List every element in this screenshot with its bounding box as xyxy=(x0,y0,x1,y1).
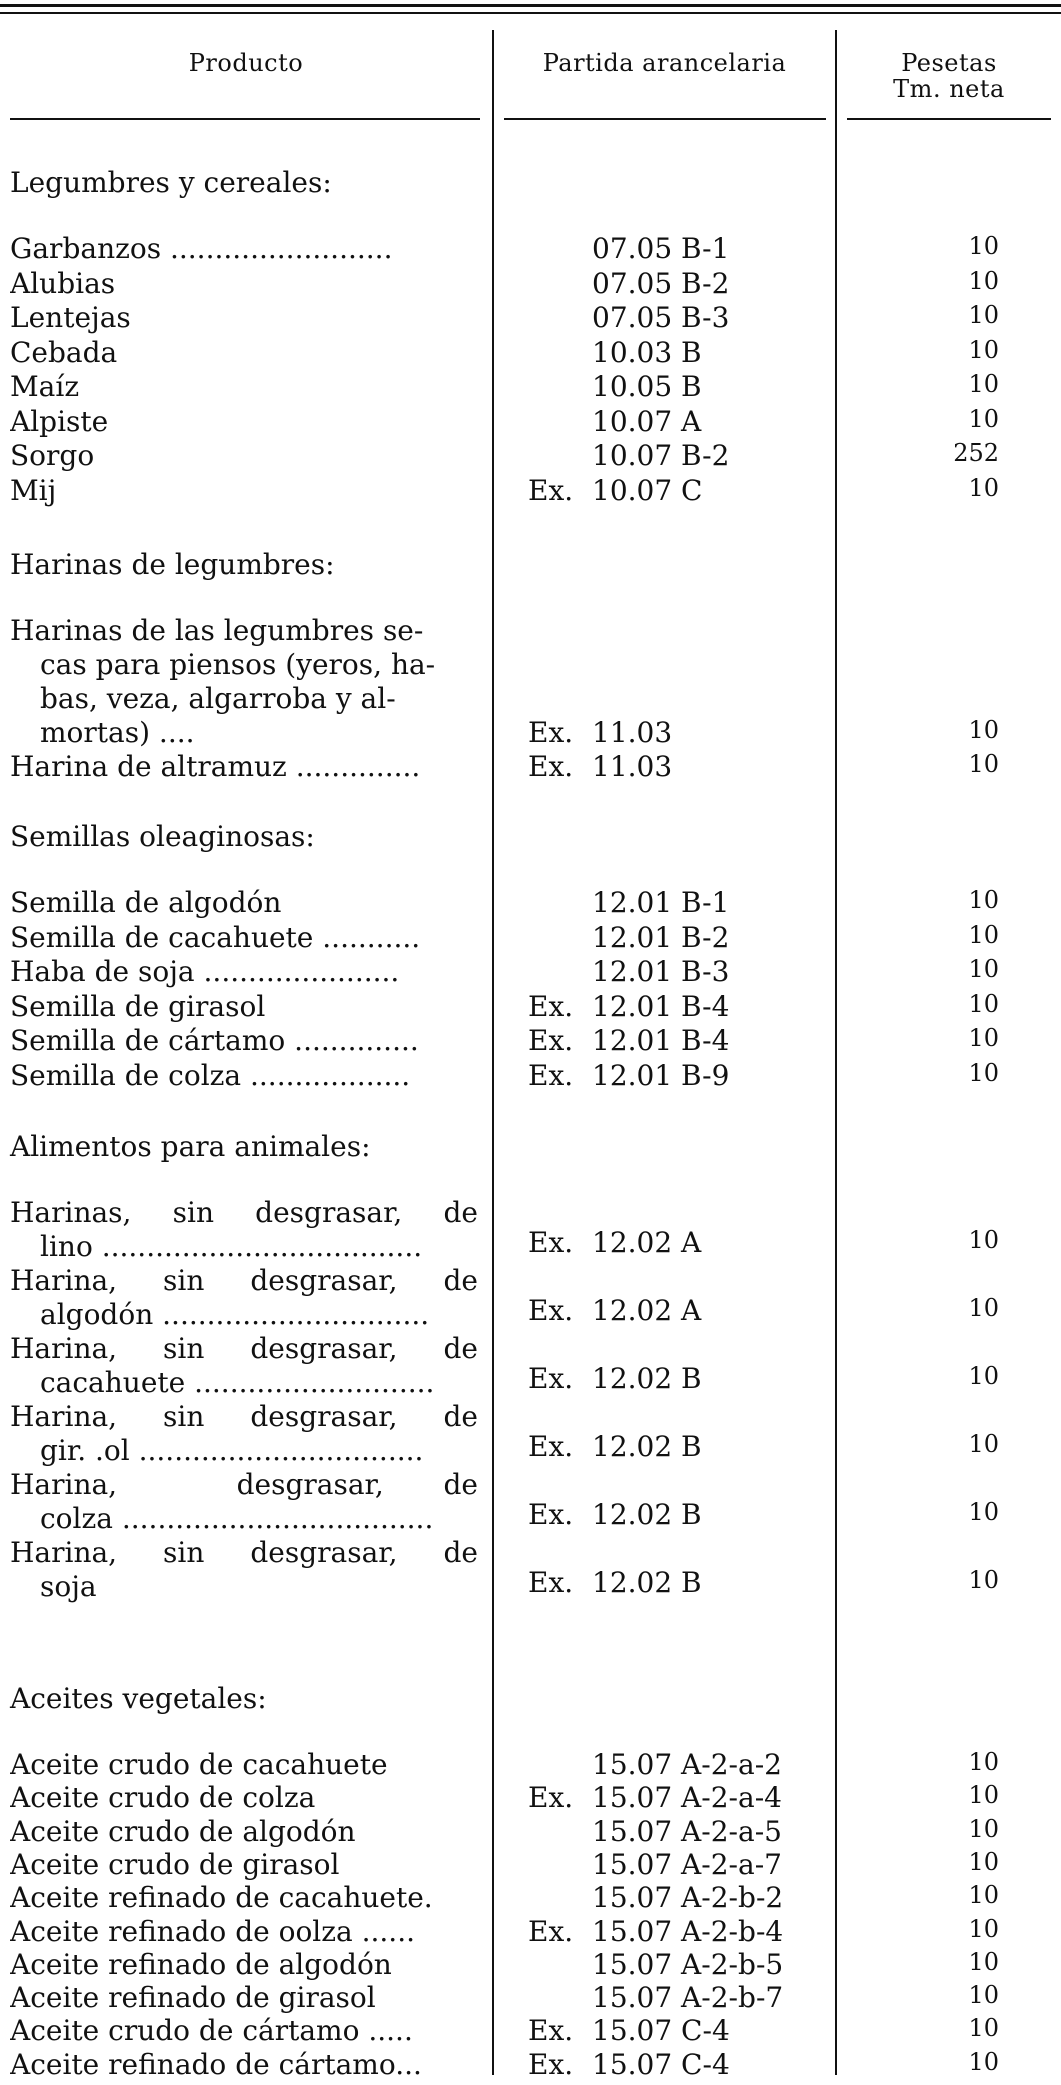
product-line xyxy=(10,1196,478,1230)
product-name: Aceite crudo de cacahuete xyxy=(10,1748,388,1781)
product-line xyxy=(10,1400,478,1434)
header-partida: Partida arancelaria xyxy=(542,49,787,77)
pesetas-value: 10 xyxy=(968,920,999,949)
product-line: cas para piensos (yeros, ha- xyxy=(40,648,436,681)
tariff-code: 12.01 B-4 xyxy=(592,989,730,1023)
tariff-code: 15.07 A-2-a-5 xyxy=(592,1814,782,1848)
product-line: colza ................................... xyxy=(40,1502,434,1535)
product-name: Sorgo xyxy=(10,439,95,472)
ex-marker: Ex. xyxy=(528,1781,574,1815)
pesetas-value: 10 xyxy=(968,1430,999,1458)
tariff-code: 12.01 B-2 xyxy=(592,920,730,954)
pesetas-value: 10 xyxy=(968,1914,999,1943)
pesetas-value: 10 xyxy=(968,370,999,398)
product-word: sin xyxy=(163,1332,205,1365)
ex-marker: Ex. xyxy=(528,1024,574,1057)
product-word: sin xyxy=(163,1536,205,1569)
pesetas-value: 10 xyxy=(968,1498,999,1526)
section-legumbres: Legumbres y cereales: xyxy=(10,166,332,199)
product-name: Aceite refinado de cártamo... xyxy=(10,2047,422,2081)
pesetas-value: 10 xyxy=(968,1881,999,1910)
tariff-code: 11.03 xyxy=(592,716,673,749)
table-row xyxy=(0,955,1061,989)
pesetas-value: 10 xyxy=(968,1058,999,1087)
product-word: de xyxy=(443,1196,478,1229)
product-line: mortas) .... xyxy=(40,716,195,749)
table-row xyxy=(0,716,1061,750)
product-name: Aceite crudo de colza xyxy=(10,1781,316,1815)
tariff-code: 15.07 A-2-b-4 xyxy=(592,1914,784,1948)
product-word: Harina, xyxy=(10,1400,118,1433)
product-word: Harinas, xyxy=(10,1196,132,1229)
table-row xyxy=(0,1498,1061,1532)
table-row xyxy=(0,1848,1061,1882)
top-rule-thick xyxy=(0,4,1061,7)
header-producto: Producto xyxy=(188,49,304,77)
table-row xyxy=(0,1226,1061,1260)
product-name: Alubias xyxy=(10,266,116,300)
ex-marker: Ex. xyxy=(528,1914,574,1948)
product-name: Aceite crudo de girasol xyxy=(10,1847,340,1881)
product-word: sin xyxy=(163,1264,205,1297)
section-harinas-legumbres: Harinas de legumbres: xyxy=(10,548,335,581)
header-pesetas-line2: Tm. neta xyxy=(893,75,1005,103)
product-name: Mij xyxy=(10,473,57,507)
product-word: desgrasar, xyxy=(250,1536,398,1569)
pesetas-value: 10 xyxy=(968,1847,999,1876)
product-line: bas, veza, algarroba y al- xyxy=(40,682,396,715)
product-word: desgrasar, xyxy=(250,1332,398,1365)
ex-marker: Ex. xyxy=(528,473,574,507)
table-row xyxy=(0,405,1061,439)
tariff-code: 15.07 A-2-b-5 xyxy=(592,1947,784,1981)
tariff-code: 15.07 A-2-b-2 xyxy=(592,1881,784,1915)
table-row xyxy=(0,1915,1061,1949)
ex-marker: Ex. xyxy=(528,1430,574,1463)
table-row xyxy=(0,370,1061,404)
table-row xyxy=(0,439,1061,473)
tariff-code: 12.02 A xyxy=(592,1226,702,1259)
table-row xyxy=(0,474,1061,508)
tariff-code: 10.07 C xyxy=(592,473,703,507)
table-row xyxy=(0,267,1061,301)
product-line: gir. .ol ................................ xyxy=(40,1434,424,1467)
pesetas-value: 10 xyxy=(968,1748,999,1776)
product-name: Harina de altramuz .............. xyxy=(10,750,421,783)
tariff-code: 12.02 B xyxy=(592,1566,702,1599)
pesetas-value: 10 xyxy=(968,232,999,260)
product-word: Harina, xyxy=(10,1536,118,1569)
header-rule-1 xyxy=(10,118,480,120)
header-rule-2 xyxy=(504,118,826,120)
product-word: desgrasar, xyxy=(250,1400,398,1433)
ex-marker: Ex. xyxy=(528,1362,574,1395)
product-name: Cebada xyxy=(10,335,118,369)
tariff-code: 10.07 A xyxy=(592,404,702,438)
ex-marker: Ex. xyxy=(528,2047,574,2081)
product-line: lino .................................... xyxy=(40,1230,423,1263)
table-row xyxy=(0,1748,1061,1782)
product-name: Semilla de colza .................. xyxy=(10,1058,411,1092)
table-row xyxy=(0,2048,1061,2082)
product-name: Aceite refinado de oolza ...... xyxy=(10,1914,416,1948)
pesetas-value: 10 xyxy=(968,404,999,433)
header-pesetas-line1: Pesetas xyxy=(901,49,997,77)
table-row xyxy=(0,1981,1061,2015)
table-row xyxy=(0,1948,1061,1982)
top-rule-thin xyxy=(0,12,1061,14)
pesetas-value: 10 xyxy=(968,473,999,502)
product-word: de xyxy=(443,1332,478,1365)
tariff-code: 10.03 B xyxy=(592,335,702,369)
pesetas-value: 10 xyxy=(968,266,999,295)
product-name: Aceite refinado de girasol xyxy=(10,1981,376,2015)
tariff-code: 12.02 A xyxy=(592,1294,702,1327)
section-alimentos: Alimentos para animales: xyxy=(10,1130,371,1163)
pesetas-value: 10 xyxy=(968,989,999,1018)
table-row xyxy=(0,232,1061,266)
table-row xyxy=(0,750,1061,784)
section-semillas: Semillas oleaginosas: xyxy=(10,820,315,853)
tariff-code: 11.03 xyxy=(592,750,673,783)
table-row xyxy=(0,1059,1061,1093)
product-name: Semilla de cacahuete ........... xyxy=(10,920,421,954)
product-line: Harinas de las legumbres se- xyxy=(10,614,424,647)
section-aceites: Aceites vegetales: xyxy=(10,1682,267,1715)
product-word: de xyxy=(443,1536,478,1569)
tariff-code: 15.07 C-4 xyxy=(592,2014,730,2048)
pesetas-value: 10 xyxy=(968,1981,999,2010)
tariff-code: 12.02 B xyxy=(592,1498,702,1531)
product-line xyxy=(10,1536,478,1570)
tariff-code: 12.01 B-1 xyxy=(592,886,730,919)
product-line xyxy=(10,1332,478,1366)
pesetas-value: 10 xyxy=(968,1362,999,1390)
ex-marker: Ex. xyxy=(528,716,574,749)
product-name: Semilla de girasol xyxy=(10,989,266,1023)
ex-marker: Ex. xyxy=(528,1226,574,1259)
ex-marker: Ex. xyxy=(528,989,574,1023)
table-row xyxy=(0,1430,1061,1464)
product-word: Harina, xyxy=(10,1332,118,1365)
header-pesetas xyxy=(837,50,1061,102)
pesetas-value: 10 xyxy=(968,750,999,778)
product-name: Aceite refinado de cacahuete. xyxy=(10,1881,433,1915)
table-row xyxy=(0,921,1061,955)
table-row xyxy=(0,1566,1061,1600)
tariff-code: 12.01 B-4 xyxy=(592,1024,730,1057)
ex-marker: Ex. xyxy=(528,1294,574,1327)
pesetas-value: 10 xyxy=(968,1947,999,1976)
tariff-code: 15.07 C-4 xyxy=(592,2047,730,2081)
product-word: desgrasar, xyxy=(236,1468,384,1501)
table-row xyxy=(0,1781,1061,1815)
tariff-code: 10.05 B xyxy=(592,370,702,403)
pesetas-value: 10 xyxy=(968,1781,999,1810)
product-line: cacahuete ........................... xyxy=(40,1366,435,1399)
table-row xyxy=(0,1294,1061,1328)
product-line xyxy=(10,1264,478,1298)
product-line: soja xyxy=(40,1570,97,1603)
table-row xyxy=(0,301,1061,335)
product-word: de xyxy=(443,1264,478,1297)
pesetas-value: 10 xyxy=(968,301,999,329)
pesetas-value: 10 xyxy=(968,1294,999,1322)
table-row xyxy=(0,1024,1061,1058)
product-word: Harina, xyxy=(10,1264,118,1297)
product-name: Aceite crudo de algodón xyxy=(10,1814,356,1848)
product-name: Lentejas xyxy=(10,301,131,334)
pesetas-value: 10 xyxy=(968,335,999,364)
tariff-code: 12.02 B xyxy=(592,1362,702,1395)
table-row xyxy=(0,886,1061,920)
product-word: Harina, xyxy=(10,1468,118,1501)
product-name: Semilla de algodón xyxy=(10,886,282,919)
product-word: de xyxy=(443,1400,478,1433)
product-name: Garbanzos ......................... xyxy=(10,232,393,265)
ex-marker: Ex. xyxy=(528,1566,574,1599)
pesetas-value: 10 xyxy=(968,955,999,983)
tariff-code: 15.07 A-2-a-2 xyxy=(592,1748,782,1781)
tariff-code: 07.05 B-3 xyxy=(592,301,730,334)
product-word: sin xyxy=(172,1196,214,1229)
ex-marker: Ex. xyxy=(528,2014,574,2048)
pesetas-value: 10 xyxy=(968,2047,999,2076)
tariff-code: 15.07 A-2-a-7 xyxy=(592,1847,782,1881)
pesetas-value: 252 xyxy=(953,439,999,467)
tariff-code: 07.05 B-1 xyxy=(592,232,730,265)
header-rule-3 xyxy=(847,118,1051,120)
tariff-code: 07.05 B-2 xyxy=(592,266,730,300)
pesetas-value: 10 xyxy=(968,1024,999,1052)
pesetas-value: 10 xyxy=(968,1814,999,1843)
ex-marker: Ex. xyxy=(528,1498,574,1531)
pesetas-value: 10 xyxy=(968,1566,999,1594)
product-word: desgrasar, xyxy=(250,1264,398,1297)
pesetas-value: 10 xyxy=(968,886,999,914)
product-name: Aceite refinado de algodón xyxy=(10,1947,392,1981)
table-row xyxy=(0,1881,1061,1915)
product-word: desgrasar, xyxy=(255,1196,403,1229)
table-row xyxy=(0,2014,1061,2048)
product-word: sin xyxy=(163,1400,205,1433)
tariff-code: 10.07 B-2 xyxy=(592,439,730,472)
product-name: Maíz xyxy=(10,370,80,403)
tariff-code: 15.07 A-2-a-4 xyxy=(592,1781,782,1815)
product-line xyxy=(10,1468,478,1502)
pesetas-value: 10 xyxy=(968,716,999,744)
tariff-code: 12.01 B-3 xyxy=(592,955,730,988)
table-row xyxy=(0,1815,1061,1849)
product-name: Semilla de cártamo .............. xyxy=(10,1024,419,1057)
product-word: de xyxy=(443,1468,478,1501)
product-line: algodón .............................. xyxy=(40,1298,430,1331)
tariff-code: 12.01 B-9 xyxy=(592,1058,730,1092)
ex-marker: Ex. xyxy=(528,1058,574,1092)
product-name: Haba de soja ...................... xyxy=(10,955,400,988)
pesetas-value: 10 xyxy=(968,1226,999,1254)
tariff-code: 15.07 A-2-b-7 xyxy=(592,1981,784,2015)
product-name: Aceite crudo de cártamo ..... xyxy=(10,2014,413,2048)
pesetas-value: 10 xyxy=(968,2014,999,2043)
product-name: Alpiste xyxy=(10,404,109,438)
table-row xyxy=(0,1362,1061,1396)
ex-marker: Ex. xyxy=(528,750,574,783)
tariff-code: 12.02 B xyxy=(592,1430,702,1463)
table-row xyxy=(0,990,1061,1024)
table-row xyxy=(0,336,1061,370)
